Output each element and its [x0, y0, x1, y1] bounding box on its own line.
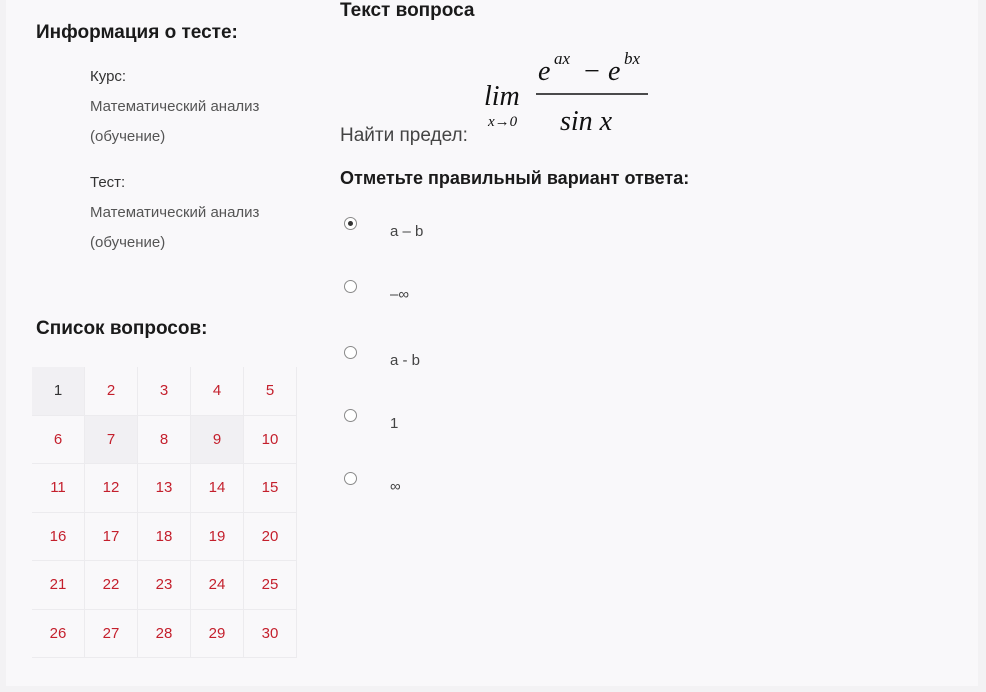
- test-name-line1: Математический анализ: [90, 204, 260, 221]
- question-link-20[interactable]: 20: [244, 513, 297, 562]
- question-link-6[interactable]: 6: [32, 416, 85, 465]
- question-link-29[interactable]: 29: [191, 610, 244, 659]
- answer-label-5: ∞: [390, 478, 401, 495]
- answer-radio-5[interactable]: [344, 472, 357, 485]
- formula-den: sin x: [560, 106, 613, 137]
- question-link-7[interactable]: 7: [85, 416, 138, 465]
- answer-label-3: a - b: [390, 352, 421, 369]
- answer-option-5[interactable]: [344, 472, 544, 496]
- formula-exp1: ax: [554, 49, 571, 68]
- question-link-9[interactable]: 9: [191, 416, 244, 465]
- formula-e1: e: [538, 56, 551, 87]
- question-link-13[interactable]: 13: [138, 464, 191, 513]
- test-label: Тест:: [90, 174, 126, 191]
- answer-heading: Отметьте правильный вариант ответа:: [340, 168, 690, 188]
- question-link-27[interactable]: 27: [85, 610, 138, 659]
- question-link-8[interactable]: 8: [138, 416, 191, 465]
- answer-option-1[interactable]: [344, 217, 544, 241]
- formula-exp2: bx: [624, 49, 641, 68]
- question-link-1[interactable]: 1: [32, 367, 85, 416]
- question-list-grid: [32, 367, 297, 658]
- answer-option-3[interactable]: [344, 346, 544, 370]
- question-link-22[interactable]: 22: [85, 561, 138, 610]
- limit-formula: [480, 48, 660, 140]
- answer-label-1: a – b: [390, 223, 424, 240]
- question-link-18[interactable]: 18: [138, 513, 191, 562]
- course-label: Курс:: [90, 68, 127, 85]
- question-link-11[interactable]: 11: [32, 464, 85, 513]
- question-link-15[interactable]: 15: [244, 464, 297, 513]
- question-link-30[interactable]: 30: [244, 610, 297, 659]
- course-name-line1: Математический анализ: [90, 98, 260, 115]
- answer-radio-4[interactable]: [344, 409, 357, 422]
- question-text: Найти предел:: [340, 125, 468, 146]
- question-heading: Текст вопроса: [340, 0, 475, 21]
- question-link-17[interactable]: 17: [85, 513, 138, 562]
- question-link-14[interactable]: 14: [191, 464, 244, 513]
- answer-radio-2[interactable]: [344, 280, 357, 293]
- question-list-title: Список вопросов:: [36, 318, 208, 339]
- question-link-10[interactable]: 10: [244, 416, 297, 465]
- formula-minus: −: [584, 56, 600, 87]
- answer-radio-3[interactable]: [344, 346, 357, 359]
- question-link-16[interactable]: 16: [32, 513, 85, 562]
- test-name-line2: (обучение): [90, 234, 166, 251]
- question-link-19[interactable]: 19: [191, 513, 244, 562]
- question-link-24[interactable]: 24: [191, 561, 244, 610]
- answer-option-4[interactable]: [344, 409, 544, 433]
- course-name-line2: (обучение): [90, 128, 166, 145]
- question-link-4[interactable]: 4: [191, 367, 244, 416]
- question-link-25[interactable]: 25: [244, 561, 297, 610]
- question-link-23[interactable]: 23: [138, 561, 191, 610]
- question-link-5[interactable]: 5: [244, 367, 297, 416]
- question-link-3[interactable]: 3: [138, 367, 191, 416]
- question-link-28[interactable]: 28: [138, 610, 191, 659]
- answer-label-2: –∞: [390, 286, 410, 303]
- answer-option-2[interactable]: [344, 280, 544, 304]
- question-link-2[interactable]: 2: [85, 367, 138, 416]
- course-info: [90, 62, 259, 152]
- formula-sub: x→0: [488, 114, 518, 130]
- formula-lim: lim: [484, 81, 520, 112]
- answer-radio-1[interactable]: [344, 217, 357, 230]
- test-info: [90, 168, 259, 258]
- question-link-21[interactable]: 21: [32, 561, 85, 610]
- question-link-26[interactable]: 26: [32, 610, 85, 659]
- formula-e2: e: [608, 56, 621, 87]
- question-link-12[interactable]: 12: [85, 464, 138, 513]
- test-info-title: Информация о тесте:: [36, 22, 238, 43]
- answer-label-4: 1: [390, 415, 399, 432]
